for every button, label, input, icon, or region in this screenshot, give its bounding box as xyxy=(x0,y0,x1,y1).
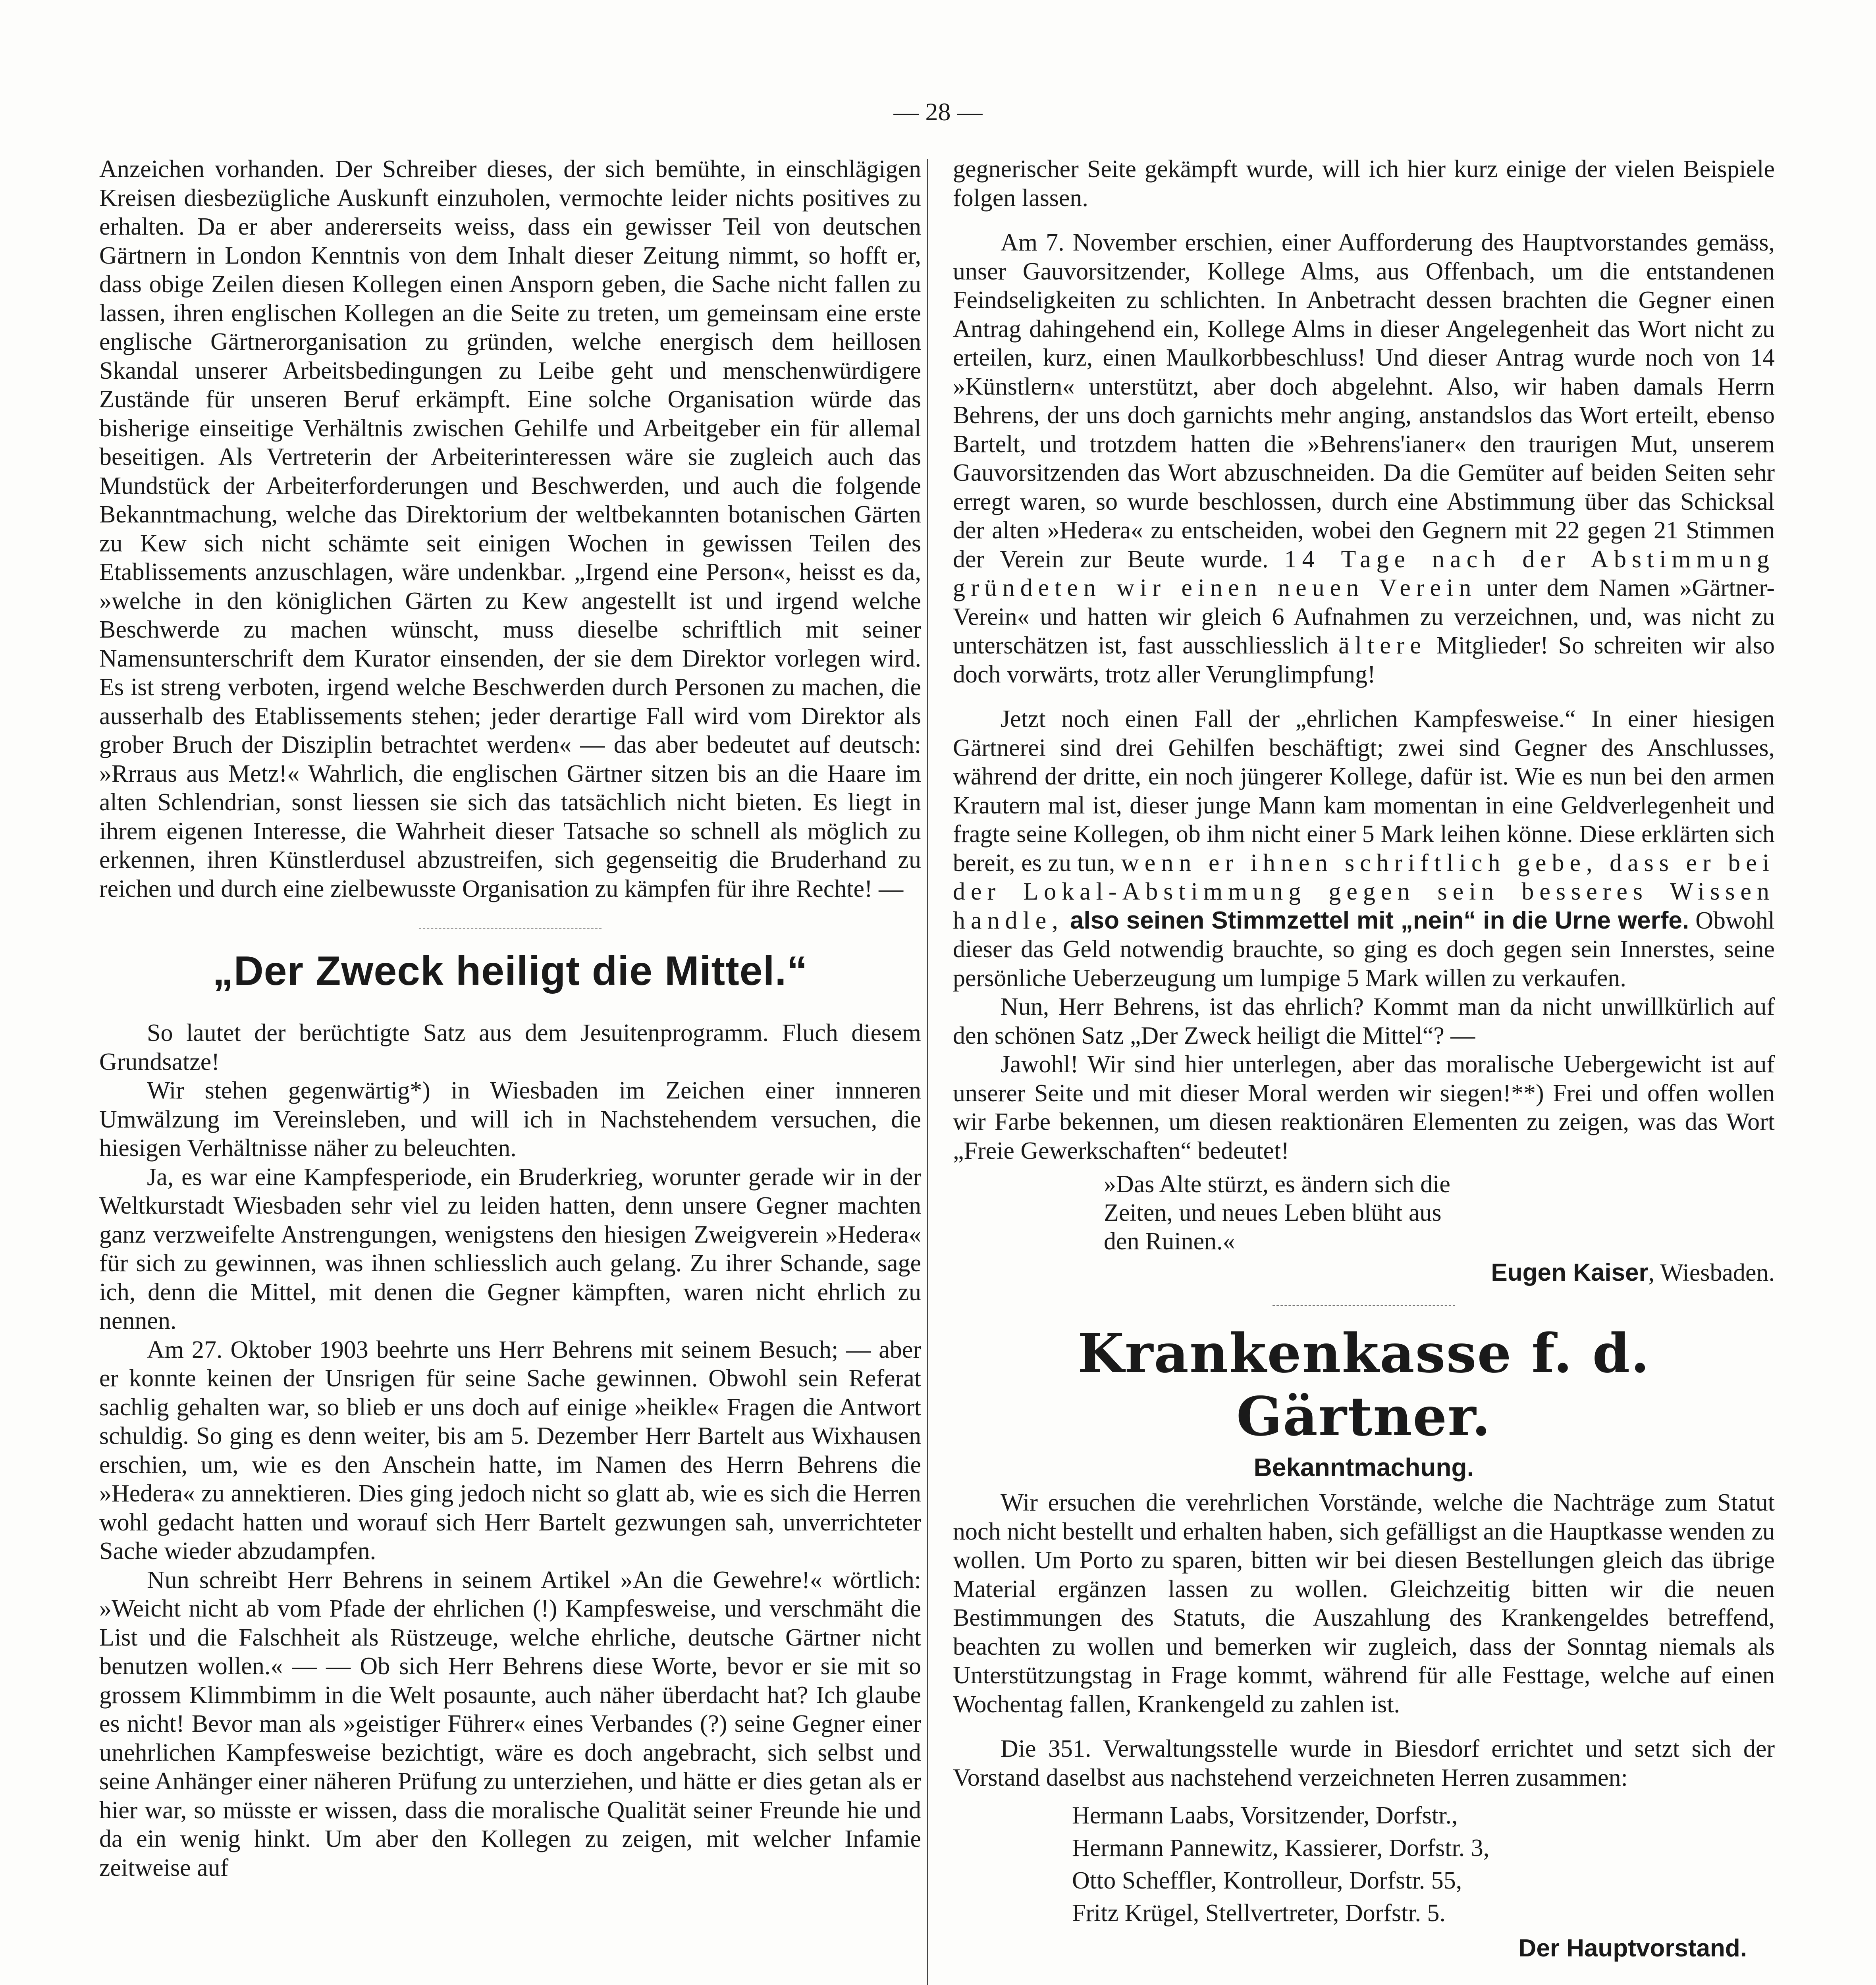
spaced-text: ältere xyxy=(1338,632,1427,659)
author-place: , Wiesbaden. xyxy=(1648,1259,1775,1286)
krankenkasse-title: Krankenkasse f. d. Gärtner. xyxy=(1077,1322,1650,1448)
intro-paragraph: Anzeichen vorhanden. Der Schreiber dieses, der sich bemühte, in einschlägigen Kreisen diesbezügliche Auskunft einzuholen, vermochte leider nichts positives zu erhalten. Da er aber andererseits weiss, dass ein gewisser Teil von deutschen Gärtnern in London Kenntnis von dem Inhalt dieser Zeitung nimmt, so hofft er, dass obige Zeilen diesen Kollegen einen Ansporn geben, die Sache nicht fallen zu lassen, ihren englischen Kollegen an die Seite zu treten, um gemeinsam eine erste englische Gärtnerorganisation zu gründen, welche energisch dem heillosen Skandal unserer Arbeitsbedingungen zu Leibe geht und menschenwürdigere Zustände für unseren Beruf erkämpft. Eine solche Organisation würde das bisherige einseitige Verhältnis zwischen Gehilfe und Arbeitgeber ein für allemal beseitigen. Als Vertreterin der Arbeiterinteressen wäre sie zugleich auch das Mundstück der Arbeiterforderungen und Beschwerden, und auch die folgende Bekanntmachung, welche das Direktorium der weltbekannten botanischen Gärten zu Kew sich nicht schämte seit einigen Wochen in gewissen Teilen des Etablissements anzuschlagen, wäre undenkbar. „Irgend eine Person«, heisst es da, »welche in den königlichen Gärten zu Kew angestellt ist und irgend welche Beschwerde zu machen wünscht, muss dieselbe schriftlich mit seiner Namensunterschrift dem Kurator einsenden, der sie dem Direktor vorlegen wird. Es ist streng verboten, irgend welche Beschwerden durch Personen zu machen, die ausserhalb des Etablissements stehen; jeder derartige Fall wird vom Direktor als grober Bruch der Disziplin betrachtet werden« — das aber bedeutet auf deutsch: »Rrraus aus Metz!« Wahrlich, die englischen Gärtner sitzen bis an die Haare im alten Schlendrian, sonst liessen sie sich das tatsächlich nicht bieten. Es liegt in ihrem eigenen Interesse, die Wahrheit dieser Tatsache so schnell als möglich zu erkennen, ihren Künstlerdusel abzustreifen, sich gegenseitig die Bruderhand zu reichen und durch eine zielbewusste Organisation zu kämpfen für ihre Rechte! — xyxy=(99,156,921,902)
announcement-paragraph: Wir ersuchen die verehrlichen Vorstände, welche die Nachträge zum Statut noch nicht bestellt und erhalten haben, sich gefälligst an die Hauptkasse wenden zu wollen. Um Porto zu sparen, bitten wir bei diesen Bestellungen gleich das übrige Material ergänzen lassen zu wollen. Gleichzeitig bitten wir die neuen Bestimmungen des Statuts, die Auszahlung des Krankengeldes betreffend, beachten zu wollen und bemerken wir zugleich, dass der Sonntag niemals als Unterstützungstag in Frage kommt, während für alle Festtage, welche auf einen Wochentag fallen, Krankengeld zu zahlen ist. xyxy=(953,1489,1775,1718)
article-heading: „Der Zweck heiligt die Mittel.“ xyxy=(212,948,808,994)
author-signature xyxy=(953,1258,1775,1287)
article-paragraph: Ja, es war eine Kampfesperiode, ein Bruderkrieg, worunter gerade wir in der Weltkurstadt Wiesbaden sehr viel zu leiden hatten, denn unsere Gegner machten ganz verzweifelte Anstrengungen, wenigstens den hiesigen Zweigverein »Hedera« für sich zu gewinnen, was ihnen schliesslich auch gelang. Zu ihrer Schande, sage ich, denn die Mittel, mit denen die Gegner kämpften, waren nicht ehrlich zu nennen. xyxy=(99,1163,921,1334)
board-member: Hermann Laabs, Vorsitzender, Dorfstr., xyxy=(1072,1802,1458,1829)
right-column xyxy=(953,155,1775,1962)
spaced-text: wenn er ihnen schriftlich gebe, dass er bei der Lokal-Abstimmung gegen sein besseres Wissen handle, xyxy=(953,849,1775,934)
announcement-paragraph: Die 351. Verwaltungsstelle wurde in Biesdorf errichtet und setzt sich der Vorstand daselbst aus nachstehend verzeichneten Herren zusammen: xyxy=(953,1735,1775,1791)
bold-text: also seinen Stimmzettel mit „nein“ in die Urne werfe. xyxy=(1070,906,1689,934)
section-separator xyxy=(1273,1305,1455,1306)
page-number: — 28 — xyxy=(893,98,983,126)
article-paragraph: Am 27. Oktober 1903 beehrte uns Herr Behrens mit seinem Besuch; — aber er konnte keinen der Unsrigen für seine Sache gewinnen. Obwohl sein Referat sachlig gehalten war, so blieb er uns doch auf einige »heikle« Fragen die Antwort schuldig. So ging es denn weiter, bis am 5. Dezember Herr Bartelt aus Wixhausen erschien, um, wie es den Anschein hatte, im Namen des Herrn Behrens die »Hedera« zu annektieren. Dies ging jedoch nicht so glatt ab, wie es sich die Herren wohl gedacht hatten und worauf sich Herr Bartelt gezwungen sah, unverrichteter Sache wieder abzudampfen. xyxy=(99,1336,921,1565)
article-paragraph: So lautet der berüchtigte Satz aus dem Jesuitenprogramm. Fluch diesem Grundsatze! xyxy=(99,1019,921,1075)
board-member: Hermann Pannewitz, Kassierer, Dorfstr. 3, xyxy=(1072,1835,1490,1862)
board-member-list xyxy=(1072,1799,1775,1929)
left-column xyxy=(99,155,921,1882)
article-paragraph: Jetzt noch einen Fall der „ehrlichen Kampfesweise.“ In einer hiesigen Gärtnerei sind drei Gehilfen beschäftigt; zwei sind Gegner des Anschlusses, während der dritte, ein noch jüngerer Kollege, dafür ist. Wie es nun bei den armen Krautern mal ist, dieser junge Mann kam momentan in eine Geldverlegenheit und fragte seine Kollegen, ob ihm nicht einer 5 Mark leihen könne. Diese erklärten sich bereit, es zu tun, wenn er ihnen schriftlich gebe, dass er bei der Lokal-Abstimmung gegen sein besseres Wissen handle, also seinen Stimmzettel mit „nein“ in die Urne werfe. Obwohl dieser das Geld notwendig brauchte, so ging es doch gegen sein Innerstes, seine persönliche Ueberzeugung um lumpige 5 Mark willen zu verkaufen. xyxy=(953,705,1775,992)
poem-line: »Das Alte stürzt, es ändern sich die xyxy=(1104,1171,1450,1198)
poem-quote xyxy=(1104,1170,1775,1256)
section-separator xyxy=(419,928,602,929)
board-member: Fritz Krügel, Stellvertreter, Dorfstr. 5. xyxy=(1072,1900,1446,1927)
article-paragraph: Nun, Herr Behrens, ist das ehrlich? Kommt man da nicht unwillkürlich auf den schönen Satz „Der Zweck heiligt die Mittel“? — xyxy=(953,993,1775,1049)
poem-line: den Ruinen.« xyxy=(1104,1228,1235,1255)
column-divider xyxy=(927,159,928,1985)
announcement-subtitle: Bekanntmachung. xyxy=(1253,1453,1474,1482)
board-signature: Der Hauptvorstand. xyxy=(1518,1935,1747,1962)
author-name: Eugen Kaiser xyxy=(1491,1259,1648,1286)
article-paragraph: gegnerischer Seite gekämpft wurde, will ich hier kurz einige der vielen Beispiele folgen lassen. xyxy=(953,156,1775,212)
board-member: Otto Scheffler, Kontrolleur, Dorfstr. 55, xyxy=(1072,1867,1462,1894)
article-paragraph: Jawohl! Wir sind hier unterlegen, aber das moralische Uebergewicht ist auf unserer Seite und mit dieser Moral werden wir siegen!**) Frei und offen wollen wir Farbe bekennen, um diesen reaktionären Elementen zu zeigen, was das Wort „Freie Gewerkschaften“ bedeutet! xyxy=(953,1051,1775,1164)
article-paragraph: Am 7. November erschien, einer Aufforderung des Hauptvorstandes gemäss, unser Gauvorsitzender, Kollege Alms, aus Offenbach, um die entstandenen Feindseligkeiten zu schlichten. In Anbetracht dessen brachten die Gegner einen Antrag dahingehend ein, Kollege Alms in dieser Angelegenheit das Wort nicht zu erteilen, kurz, einen Maulkorbbeschluss! Und dieser Antrag wurde noch von 14 »Künstlern« unterstützt, aber doch abgelehnt. Also, wir haben damals Herrn Behrens, der uns doch garnichts mehr anging, anstandslos das Wort erteilt, ebenso Bartelt, und trotzdem hatten die »Behrens'ianer« den traurigen Mut, unserem Gauvorsitzenden das Wort abzuschneiden. Da die Gemüter auf beiden Seiten sehr erregt waren, so wurde beschlossen, durch eine Abstimmung über das Schicksal der alten »Hedera« zu entscheiden, wobei den Gegnern mit 22 gegen 21 Stimmen der Verein zur Beute wurde. 14 Tage nach der Abstimmung gründeten wir einen neuen Verein unter dem Namen »Gärtner-Verein« und hatten wir gleich 6 Aufnahmen zu verzeichnen, und, was nicht zu unterschätzen ist, fast ausschliesslich ältere Mitglieder! So schreiten wir also doch vorwärts, trotz aller Verunglimpfung! xyxy=(953,229,1775,688)
poem-line: Zeiten, und neues Leben blüht aus xyxy=(1104,1199,1442,1226)
article-paragraph: Nun schreibt Herr Behrens in seinem Artikel »An die Gewehre!« wörtlich: »Weicht nicht ab vom Pfade der ehrlichen (!) Kampfesweise, und verschmäht die List und die Falschheit als Rüstzeuge, welche ehrliche, deutsche Gärtner nicht benutzen wollen.« — — Ob sich Herr Behrens diese Worte, bevor er sie mit so grossem Klimmbimm in die Welt posaunte, auch näher überdacht hat? Ich glaube es nicht! Bevor man als »geistiger Führer« eines Verbandes (?) seine Gegner einer unehrlichen Kampfesweise bezichtigt, wäre es doch angebracht, sich selbst und seine Anhänger einer näheren Prüfung zu unterziehen, und hätte er dies getan als er hier war, so müsste er wissen, dass die moralische Qualität seiner Freunde hie und da ein wenig hinkt. Um aber den Kollegen zu zeigen, mit welcher Infamie zeitweise auf xyxy=(99,1566,921,1881)
spaced-text: 14 Tage nach der Abstimmung gründeten wir einen neuen Verein xyxy=(953,545,1775,601)
article-paragraph: Wir stehen gegenwärtig*) in Wiesbaden im Zeichen einer innneren Umwälzung im Vereinsleben, und will ich in Nachstehendem versuchen, die hiesigen Verhältnisse näher zu beleuchten. xyxy=(99,1077,921,1162)
